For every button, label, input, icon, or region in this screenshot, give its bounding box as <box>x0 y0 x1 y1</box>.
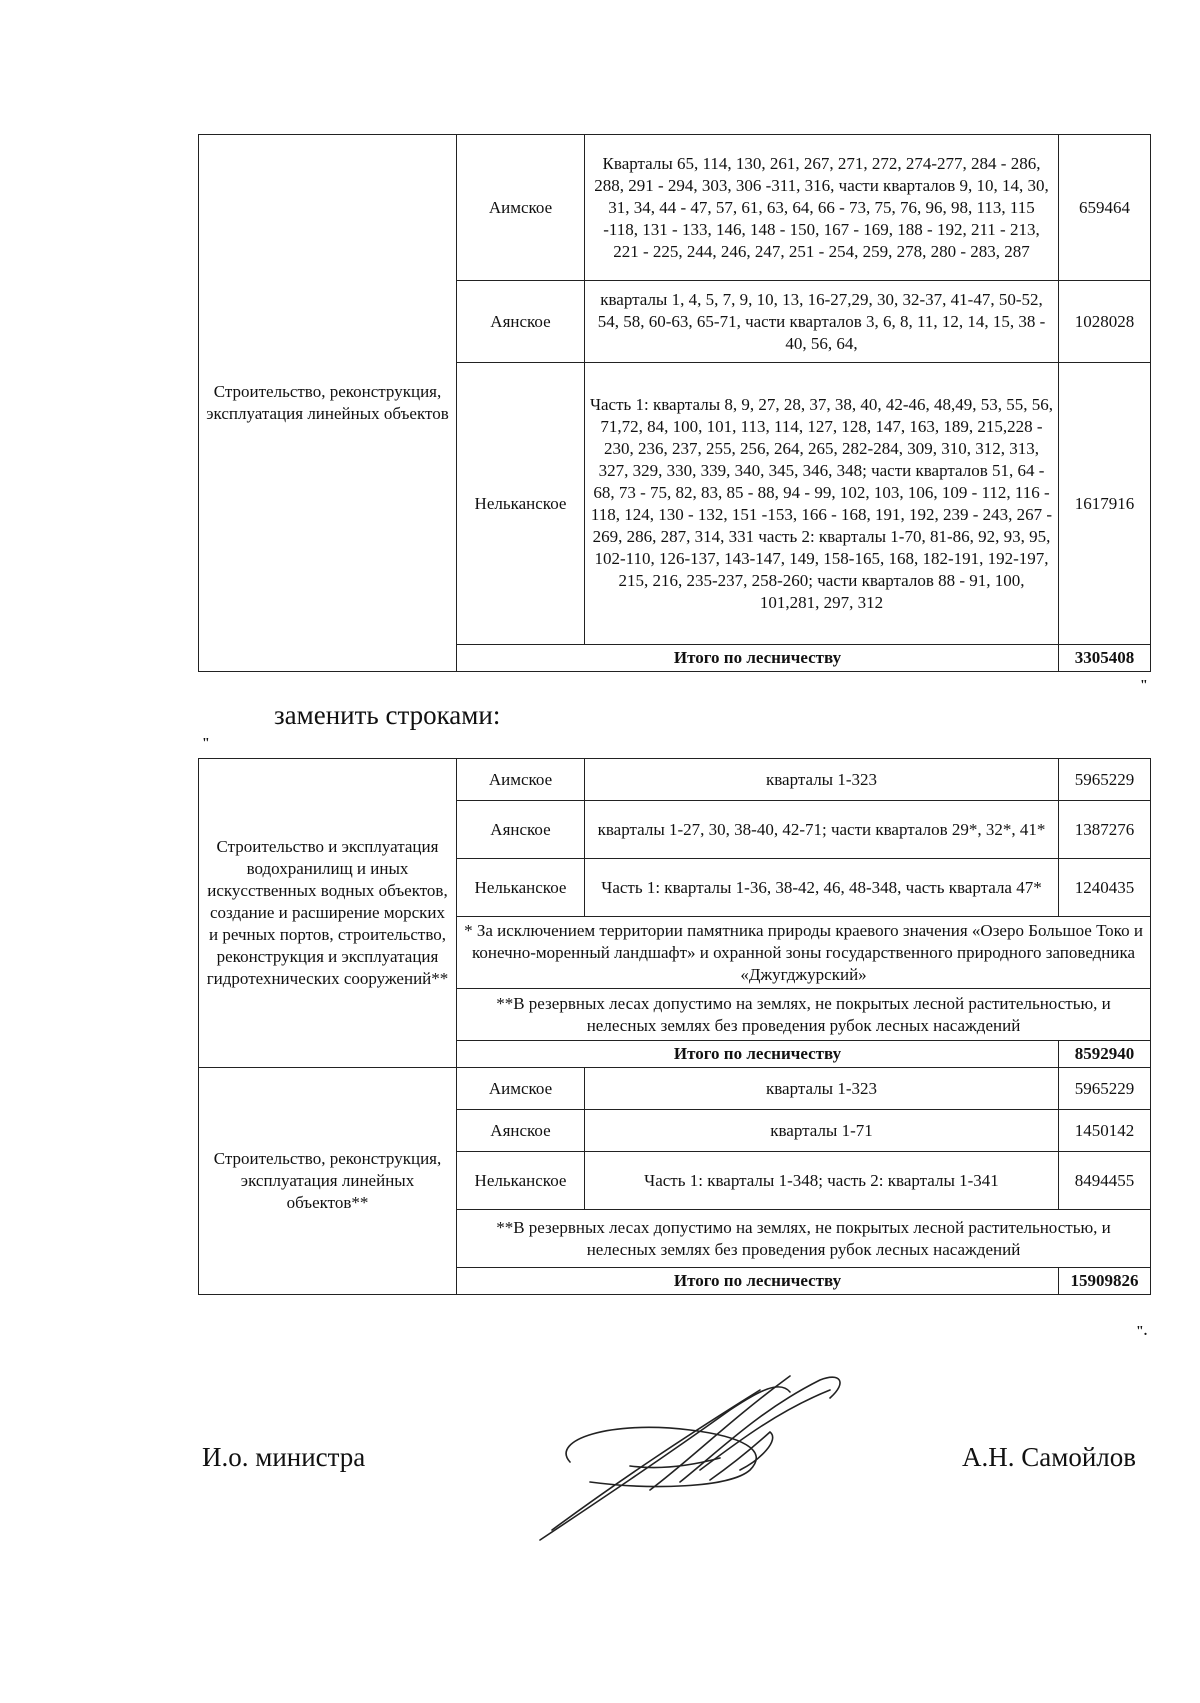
signatory-name: А.Н. Самойлов <box>962 1442 1136 1472</box>
district-cell: Нельканское <box>457 1152 585 1210</box>
total-label: Итого по лесничеству <box>457 1041 1059 1068</box>
table-row <box>199 1068 1151 1110</box>
district-cell: Аянское <box>457 801 585 859</box>
area-cell: 659464 <box>1059 135 1151 281</box>
forest-table-new <box>198 758 1151 1295</box>
total-value: 3305408 <box>1059 645 1151 672</box>
activity-cell: Строительство, реконструкция, эксплуатация линейных объектов <box>199 135 457 672</box>
total-value: 15909826 <box>1059 1268 1151 1295</box>
area-cell: 1617916 <box>1059 363 1151 645</box>
district-cell: Нельканское <box>457 363 585 645</box>
activity-cell: Строительство, реконструкция, эксплуатация линейных объектов** <box>199 1068 457 1295</box>
quarters-cell: кварталы 1-323 <box>585 759 1059 801</box>
area-cell: 1240435 <box>1059 859 1151 917</box>
forest-table-old <box>198 134 1151 672</box>
district-cell: Аимское <box>457 135 585 281</box>
handwritten-signature <box>530 1370 860 1550</box>
quarters-cell: Кварталы 65, 114, 130, 261, 267, 271, 272, 274-277, 284 - 286, 288, 291 - 294, 303, 306 -311, 316, части кварталов 9, 10, 14, 30, 31, 34, 44 - 47, 57, 61, 63, 64, 66 - 73, 75, 76, 96, 98, 113, 115 -118, 131 - 133, 146, 148 - 150, 167 - 169, 188 - 192, 211 - 213, 221 - 225, 244, 246, 247, 251 - 254, 259, 278, 280 - 283, 287 <box>585 135 1059 281</box>
area-cell: 1028028 <box>1059 281 1151 363</box>
quarters-cell: Часть 1: кварталы 8, 9, 27, 28, 37, 38, 40, 42-46, 48,49, 53, 55, 56, 71,72, 84, 100, 101, 113, 114, 127, 128, 147, 163, 189, 215,228 - 230, 236, 237, 255, 256, 264, 265, 282-284, 309, 310, 312, 313, 327, 329, 330, 339, 340, 345, 346, 348; части кварталов 51, 64 - 68, 73 - 75, 82, 83, 85 - 88, 94 - 99, 102, 103, 106, 109 - 112, 116 - 118, 124, 130 - 132, 151 -153, 166 - 168, 191, 192, 239 - 243, 267 - 269, 286, 287, 314, 331 часть 2: кварталы 1-70, 81-86, 92, 93, 95, 102-110, 126-137, 143-147, 149, 158-165, 168, 182-191, 192-197, 215, 216, 235-237, 258-260; части кварталов 88 - 91, 100, 101,281, 297, 312 <box>585 363 1059 645</box>
quarters-cell: кварталы 1-27, 30, 38-40, 42-71; части кварталов 29*, 32*, 41* <box>585 801 1059 859</box>
district-cell: Аимское <box>457 1068 585 1110</box>
quarters-cell: Часть 1: кварталы 1-348; часть 2: кварталы 1-341 <box>585 1152 1059 1210</box>
opening-quote: " <box>202 736 210 751</box>
quarters-cell: Часть 1: кварталы 1-36, 38-42, 46, 48-348, часть квартала 47* <box>585 859 1059 917</box>
area-cell: 5965229 <box>1059 759 1151 801</box>
district-cell: Аимское <box>457 759 585 801</box>
signatory-position: И.о. министра <box>202 1442 366 1472</box>
quarters-cell: кварталы 1-323 <box>585 1068 1059 1110</box>
area-cell: 8494455 <box>1059 1152 1151 1210</box>
table-row <box>199 135 1151 281</box>
activity-cell: Строительство и эксплуатация водохранилищ и иных искусственных водных объектов, создание и расширение морских и речных портов, строительство, реконструкция и эксплуатация гидротехнических сооружений** <box>199 759 457 1068</box>
end-quote: ". <box>1136 1324 1148 1339</box>
district-cell: Аянское <box>457 281 585 363</box>
area-cell: 1387276 <box>1059 801 1151 859</box>
quarters-cell: кварталы 1-71 <box>585 1110 1059 1152</box>
total-label: Итого по лесничеству <box>457 1268 1059 1295</box>
table-row <box>199 759 1151 801</box>
footnote-territory: * За исключением территории памятника природы краевого значения «Озеро Большое Токо и конечно-моренный ландшафт» и охранной зоны государственного природного заповедника «Джугджурский» <box>457 917 1151 989</box>
footnote-reserve: **В резервных лесах допустимо на землях, не покрытых лесной растительностью, и нелесных землях без проведения рубок лесных насаждений <box>457 989 1151 1041</box>
total-value: 8592940 <box>1059 1041 1151 1068</box>
district-cell: Аянское <box>457 1110 585 1152</box>
footnote-reserve: **В резервных лесах допустимо на землях, не покрытых лесной растительностью, и нелесных землях без проведения рубок лесных насаждений <box>457 1210 1151 1268</box>
closing-quote: " <box>1140 678 1148 693</box>
total-label: Итого по лесничеству <box>457 645 1059 672</box>
replace-heading: заменить строками: <box>274 700 501 730</box>
district-cell: Нельканское <box>457 859 585 917</box>
area-cell: 1450142 <box>1059 1110 1151 1152</box>
area-cell: 5965229 <box>1059 1068 1151 1110</box>
quarters-cell: кварталы 1, 4, 5, 7, 9, 10, 13, 16-27,29, 30, 32-37, 41-47, 50-52, 54, 58, 60-63, 65-71, части кварталов 3, 6, 8, 11, 12, 14, 15, 38 - 40, 56, 64, <box>585 281 1059 363</box>
